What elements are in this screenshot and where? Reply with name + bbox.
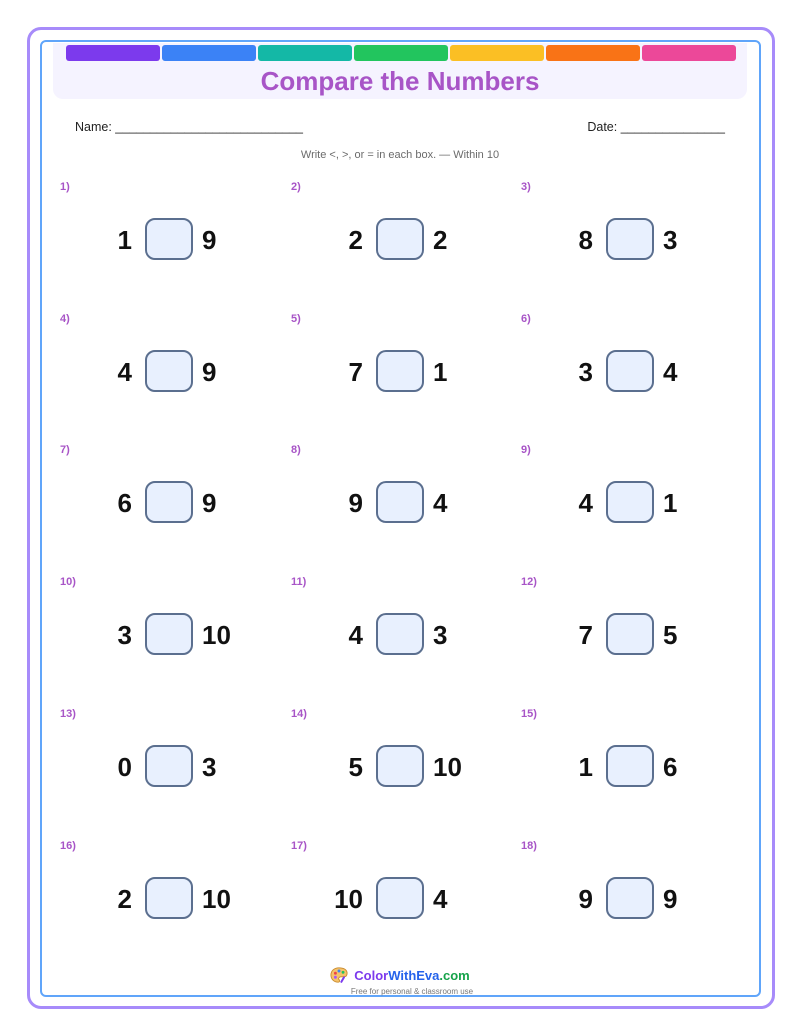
left-number: 5 — [348, 752, 363, 782]
left-number: 1 — [578, 752, 593, 782]
date-field: Date: _______________ — [587, 120, 725, 134]
problem-number: 11) — [291, 576, 307, 588]
left-number: 1 — [117, 225, 132, 255]
problem-item — [521, 313, 751, 443]
answer-box[interactable] — [145, 745, 193, 787]
right-number: 2 — [433, 225, 448, 255]
problem-item — [521, 444, 751, 574]
answer-box[interactable] — [606, 745, 654, 787]
right-number: 6 — [663, 752, 678, 782]
right-number: 10 — [202, 884, 231, 914]
problem-number: 6) — [521, 313, 531, 325]
brand-name — [354, 968, 469, 983]
answer-box[interactable] — [606, 218, 654, 260]
problem-number: 8) — [291, 444, 301, 456]
answer-box[interactable] — [145, 350, 193, 392]
problem-number: 5) — [291, 313, 301, 325]
problem-number: 9) — [521, 444, 531, 456]
problem-item — [521, 181, 751, 311]
left-number: 9 — [348, 488, 363, 518]
rainbow-segment — [258, 45, 352, 61]
right-number: 10 — [433, 752, 462, 782]
problem-item — [60, 840, 290, 970]
page-title: Compare the Numbers — [260, 66, 540, 96]
problem-item — [521, 708, 751, 838]
palette-icon — [330, 966, 348, 984]
brand-part-com: .com — [439, 967, 470, 983]
footer-logo — [330, 966, 469, 984]
problem-item — [60, 444, 290, 574]
instructions: Write <, >, or = in each box. — Within 10 — [300, 149, 500, 161]
problem-item — [291, 313, 521, 443]
right-number: 9 — [202, 225, 217, 255]
answer-box[interactable] — [145, 613, 193, 655]
footer-tagline: Free for personal & classroom use — [350, 987, 474, 996]
problem-item — [291, 576, 521, 706]
footer — [0, 966, 800, 996]
problem-item — [521, 840, 751, 970]
problem-number: 2) — [291, 181, 301, 193]
left-number: 4 — [578, 488, 593, 518]
answer-box[interactable] — [376, 481, 424, 523]
problem-number: 4) — [60, 313, 70, 325]
left-number: 3 — [578, 357, 593, 387]
right-number: 4 — [663, 357, 678, 387]
answer-box[interactable] — [606, 350, 654, 392]
left-number: 7 — [348, 357, 363, 387]
problem-number: 10) — [60, 576, 76, 588]
answer-box[interactable] — [376, 613, 424, 655]
left-number: 0 — [117, 752, 132, 782]
answer-box[interactable] — [145, 218, 193, 260]
rainbow-bar — [66, 45, 736, 61]
name-field: Name: ___________________________ — [75, 120, 303, 134]
left-number: 3 — [117, 620, 132, 650]
left-number: 10 — [334, 884, 363, 914]
rainbow-segment — [546, 45, 640, 61]
rainbow-segment — [66, 45, 160, 61]
left-number: 9 — [578, 884, 593, 914]
problem-number: 1) — [60, 181, 70, 193]
right-number: 4 — [433, 488, 448, 518]
rainbow-segment — [642, 45, 736, 61]
left-number: 6 — [117, 488, 132, 518]
problem-number: 18) — [521, 840, 537, 852]
right-number: 9 — [202, 357, 217, 387]
right-number: 10 — [202, 620, 231, 650]
right-number: 9 — [202, 488, 217, 518]
rainbow-segment — [162, 45, 256, 61]
left-number: 2 — [117, 884, 132, 914]
problem-item — [291, 444, 521, 574]
problem-item — [60, 181, 290, 311]
answer-box[interactable] — [376, 350, 424, 392]
rainbow-segment — [354, 45, 448, 61]
left-number: 8 — [578, 225, 593, 255]
left-number: 4 — [117, 357, 132, 387]
answer-box[interactable] — [606, 877, 654, 919]
right-number: 3 — [202, 752, 217, 782]
answer-box[interactable] — [606, 613, 654, 655]
answer-box[interactable] — [145, 481, 193, 523]
problem-number: 7) — [60, 444, 70, 456]
left-number: 4 — [348, 620, 363, 650]
right-number: 1 — [433, 357, 448, 387]
left-number: 7 — [578, 620, 593, 650]
left-number: 2 — [348, 225, 363, 255]
problem-number: 16) — [60, 840, 76, 852]
problem-number: 17) — [291, 840, 307, 852]
right-number: 5 — [663, 620, 678, 650]
problem-item — [291, 181, 521, 311]
right-number: 4 — [433, 884, 448, 914]
brand-part-color: Color — [354, 967, 389, 983]
right-number: 1 — [663, 488, 678, 518]
answer-box[interactable] — [376, 745, 424, 787]
problem-number: 12) — [521, 576, 537, 588]
problem-item — [60, 313, 290, 443]
rainbow-segment — [450, 45, 544, 61]
answer-box[interactable] — [376, 218, 424, 260]
problem-item — [291, 840, 521, 970]
brand-part-witheva: WithEva — [388, 967, 440, 983]
right-number: 3 — [663, 225, 678, 255]
answer-box[interactable] — [606, 481, 654, 523]
right-number: 3 — [433, 620, 448, 650]
problem-item — [521, 576, 751, 706]
answer-box[interactable] — [145, 877, 193, 919]
problem-item — [60, 576, 290, 706]
problem-item — [291, 708, 521, 838]
right-number: 9 — [663, 884, 678, 914]
problem-item — [60, 708, 290, 838]
problem-number: 13) — [60, 708, 76, 720]
answer-box[interactable] — [376, 877, 424, 919]
problem-number: 3) — [521, 181, 531, 193]
problem-number: 14) — [291, 708, 307, 720]
problem-number: 15) — [521, 708, 537, 720]
